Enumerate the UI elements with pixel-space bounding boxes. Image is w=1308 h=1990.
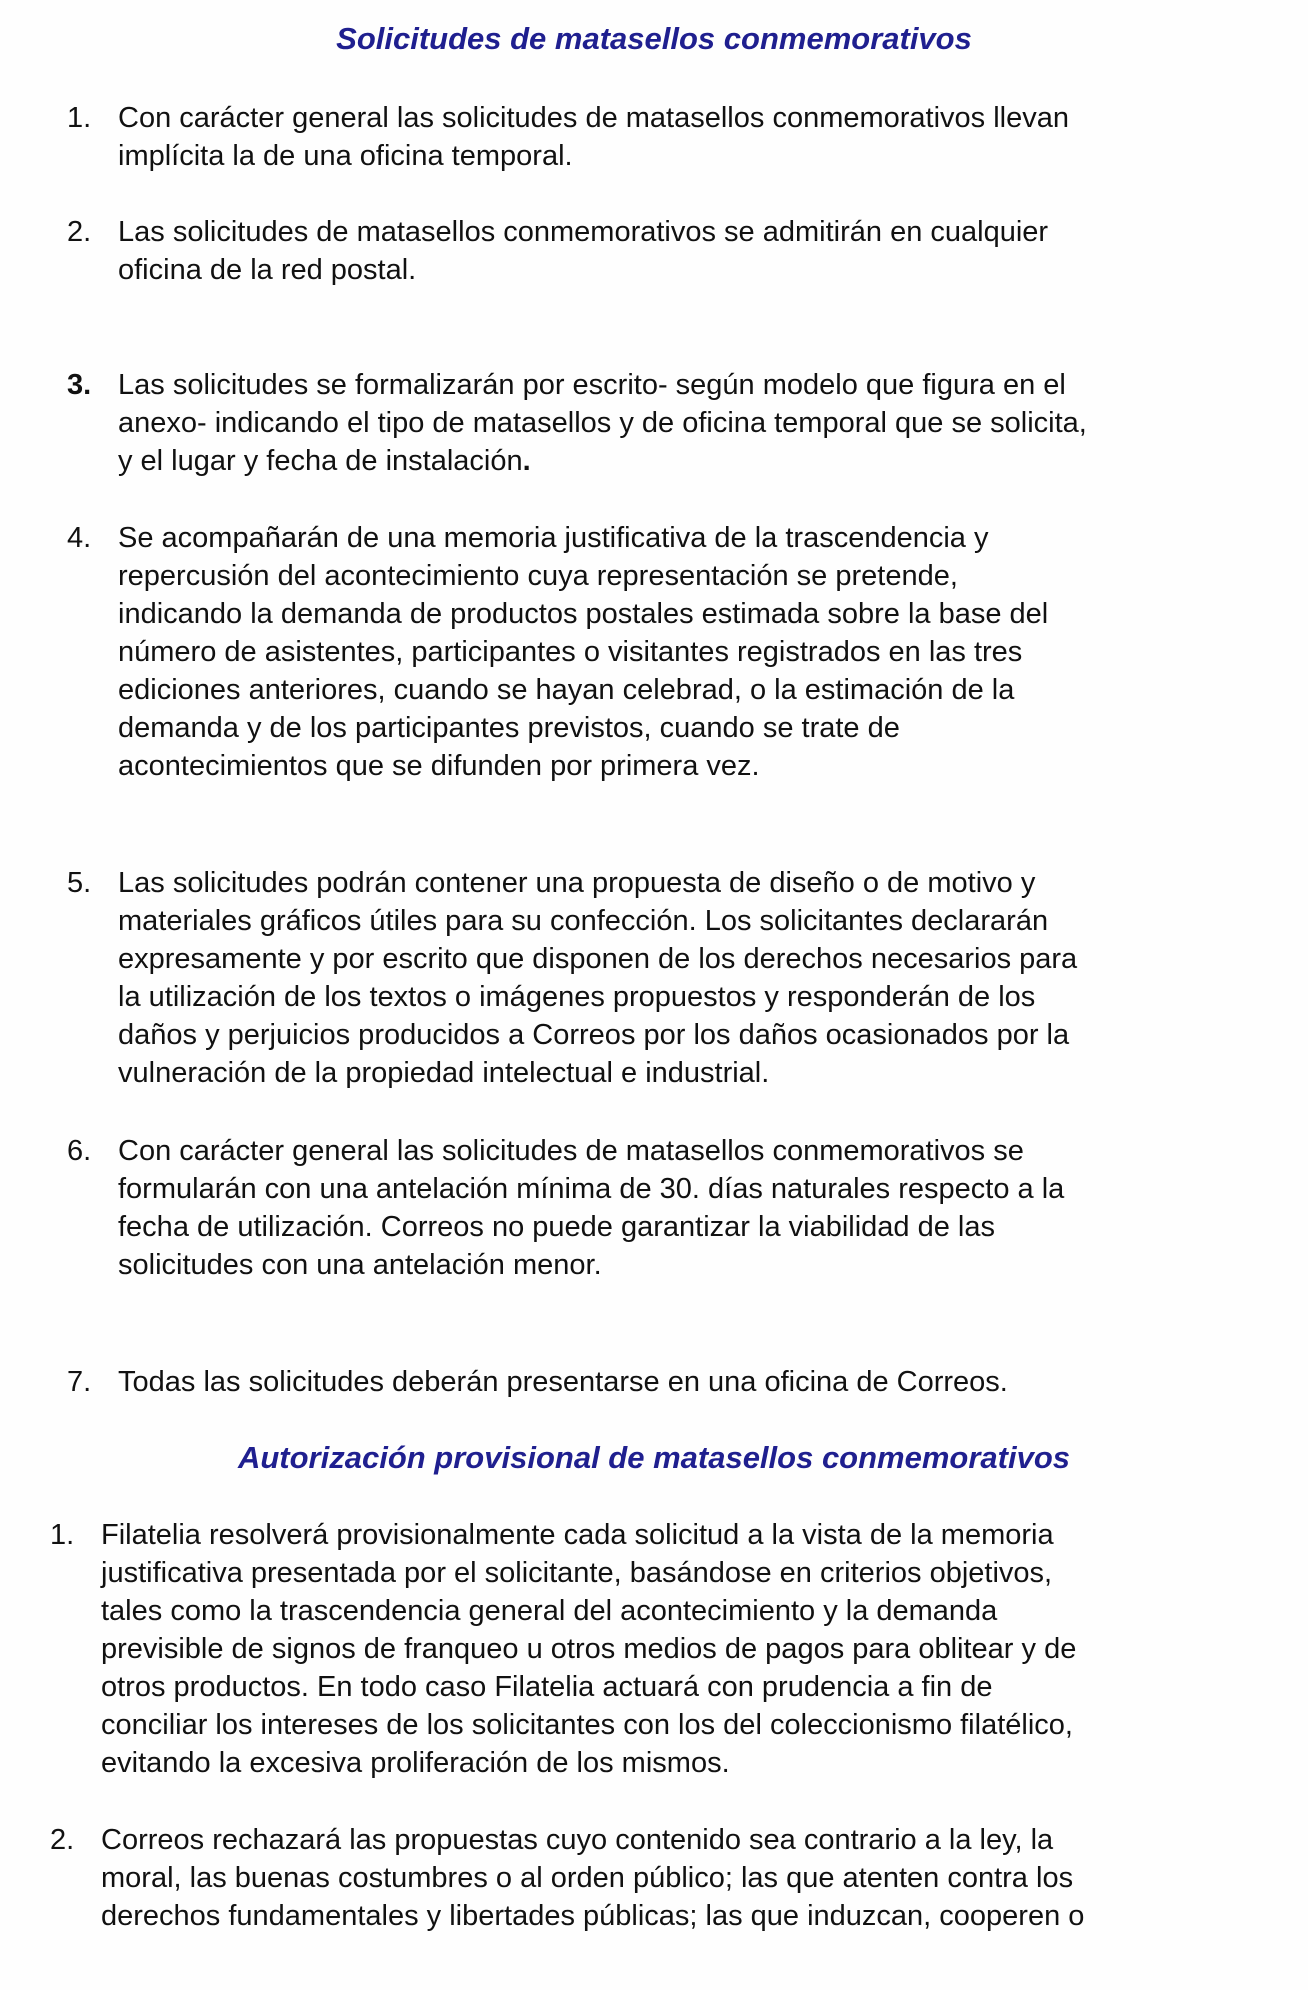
item-text (118, 366, 1278, 480)
item-text: Con carácter general las solicitudes de matasellos conmemorativos se formularán con una antelación mínima de 30. días naturales respecto a la fecha de utilización. Correos no puede garantizar la viabilidad de las solicitudes con una antelación menor. (118, 1135, 1065, 1281)
item-number: 3. (67, 369, 92, 401)
item-text: Todas las solicitudes deberán presentarse en una oficina de Correos. (118, 1366, 1008, 1398)
item-text: Las solicitudes de matasellos conmemorativos se admitirán en cualquier oficina de la red postal. (118, 216, 1049, 286)
item-text: Con carácter general las solicitudes de matasellos conmemorativos llevan implícita la de una oficina temporal. (118, 102, 1070, 172)
item-text: Las solicitudes podrán contener una propuesta de diseño o de motivo y materiales gráficos útiles para su confección. Los solicitantes declararán expresamente y por escrito que disponen de los derechos necesarios para la utilización de los textos o imágenes propuestos y responderán de los daños y perjuicios producidos a Correos por los daños ocasionados por la vulneración de la propiedad intelectual e industrial. (118, 867, 1078, 1089)
item-number: 6. (67, 1135, 92, 1167)
item-number: 4. (67, 522, 92, 554)
section-heading-solicitudes: Solicitudes de matasellos conmemorativos (336, 21, 972, 56)
item-number: 1. (67, 102, 92, 134)
item-text-period: . (522, 445, 531, 477)
item-text-body: Las solicitudes se formalizarán por escrito- según modelo que figura en el anexo- indicando el tipo de matasellos y de oficina temporal que se solicita, y el lugar y fecha de instalación (118, 369, 1087, 477)
item-text: Filatelia resolverá provisionalmente cada solicitud a la vista de la memoria justificativa presentada por el solicitante, basándose en criterios objetivos, tales como la trascendencia general del acontecimiento y la demanda previsible de signos de franqueo u otros medios de pagos para oblitear y de otros productos. En todo caso Filatelia actuará con prudencia a fin de conciliar los intereses de los solicitantes con los del coleccionismo filatélico, evitando la excesiva proliferación de los mismos. (101, 1519, 1077, 1779)
item-text: Se acompañarán de una memoria justificativa de la trascendencia y repercusión del acontecimiento cuya representación se pretende, indicando la demanda de productos postales estimada sobre la base del número de asistentes, participantes o visitantes registrados en las tres ediciones anteriores, cuando se hayan celebrad, o la estimación de la demanda y de los participantes previstos, cuando se trate de acontecimientos que se difunden por primera vez. (118, 522, 1049, 782)
item-number: 5. (67, 867, 92, 899)
item-number: 7. (67, 1366, 92, 1398)
item-text: Correos rechazará las propuestas cuyo contenido sea contrario a la ley, la moral, las buenas costumbres o al orden público; las que atenten contra los derechos fundamentales y libertades públicas; las que induzcan, cooperen o (101, 1824, 1085, 1932)
item-number: 2. (67, 216, 92, 248)
item-number: 1. (50, 1519, 75, 1551)
section-heading-autorizacion: Autorización provisional de matasellos conmemorativos (237, 1440, 1071, 1475)
item-number: 2. (50, 1824, 75, 1856)
